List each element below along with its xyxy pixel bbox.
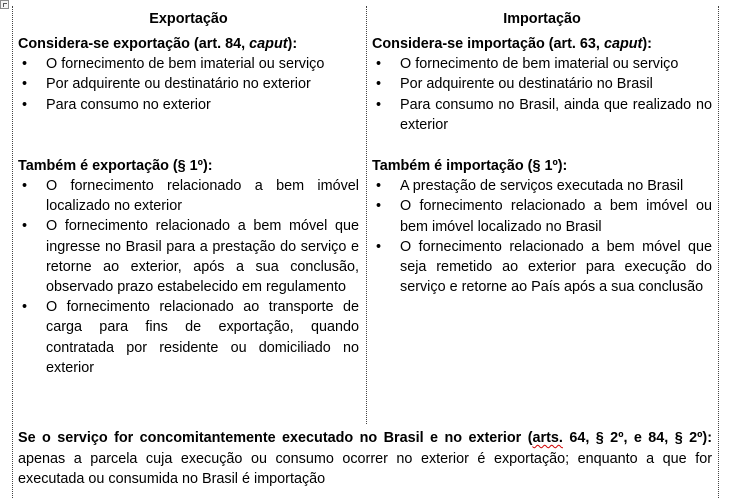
list-item (18, 176, 359, 216)
list-item (18, 54, 359, 74)
bullet-icon: • (22, 76, 28, 93)
table-border-left (12, 6, 13, 498)
bullet-icon: • (376, 238, 382, 255)
bullet-icon: • (376, 76, 382, 93)
export-title: Exportação (149, 11, 228, 27)
list-item-text: O fornecimento relacionado a bem móvel que ingresse no Brasil para a prestação do serviço e retorne ao exterior, após a sua conclusão, observado prazo estabelecido em regulamento (46, 218, 359, 296)
list-item (372, 54, 712, 74)
bullet-icon: • (22, 56, 28, 73)
note-heading-text: Se o serviço for concomitantemente executado no Brasil e no exterior ( (18, 430, 533, 446)
list-item (18, 297, 359, 378)
list-item-text: Por adquirente ou destinatário no exterior (46, 76, 311, 93)
list-item-text: O fornecimento de bem imaterial ou serviço (400, 56, 679, 73)
list-item-text: O fornecimento de bem imaterial ou serviço (46, 56, 325, 73)
heading-italic-text: caput (603, 36, 643, 52)
list-item (18, 216, 359, 297)
list-item (372, 176, 712, 196)
export-section2-list (18, 176, 359, 378)
list-item (372, 196, 712, 236)
list-item-text: A prestação de serviços executada no Brasil (400, 178, 684, 195)
export-section1-heading (18, 34, 359, 54)
bullet-icon: • (376, 178, 382, 195)
note-heading-text: 64, § 2º, e 84, § 2º): (562, 430, 712, 446)
heading-text: Considera-se importação (art. 63, (372, 36, 604, 52)
list-item-text: Por adquirente ou destinatário no Brasil (400, 76, 653, 93)
list-item-text: O fornecimento relacionado a bem móvel que seja remetido ao exterior para execução do serviço e retorne ao País após a sua conclusão (400, 238, 712, 296)
heading-text: Considera-se exportação (art. 84, (18, 36, 250, 52)
bullet-icon: • (376, 198, 382, 215)
list-item-text: Para consumo no Brasil, ainda que realizado no exterior (400, 96, 712, 133)
import-title: Importação (503, 11, 581, 27)
list-item-text: O fornecimento relacionado a bem imóvel localizado no exterior (46, 178, 359, 215)
note-heading (18, 430, 712, 446)
concurrent-service-note (18, 428, 712, 490)
table-move-handle[interactable] (0, 0, 9, 9)
list-item-text: O fornecimento relacionado a bem imóvel ou bem imóvel localizado no Brasil (400, 198, 712, 235)
import-section1-list (372, 54, 712, 135)
list-item (18, 74, 359, 94)
spacer (18, 115, 359, 156)
import-section2-heading: Também é importação (§ 1º): (372, 158, 568, 175)
heading-text: ): (287, 36, 298, 52)
list-item (372, 237, 712, 298)
bullet-icon: • (22, 299, 28, 316)
heading-text: ): (642, 36, 652, 52)
list-item (372, 74, 712, 94)
list-item (372, 95, 712, 135)
spellcheck-flagged-word[interactable]: arts. (532, 430, 563, 446)
bullet-icon: • (22, 178, 28, 195)
note-body: apenas a parcela cuja execução ou consumo ocorrer no exterior é exportação; enquanto a que for executada ou consumida no Brasil é importação (18, 450, 712, 487)
bullet-icon: • (22, 96, 28, 113)
bullet-icon: • (22, 218, 28, 235)
table-column-divider (366, 6, 367, 424)
import-section1-heading (372, 34, 712, 54)
export-section2-heading: Também é exportação (§ 1º): (18, 157, 213, 174)
table-border-right (718, 6, 719, 498)
spacer (372, 135, 712, 156)
bullet-icon: • (376, 96, 382, 113)
bullet-icon: • (376, 56, 382, 73)
list-item-text: Para consumo no exterior (46, 96, 211, 113)
list-item-text: O fornecimento relacionado ao transporte de carga para fins de exportação, quando contratada por residente ou domiciliado no exterior (46, 299, 359, 376)
list-item (18, 95, 359, 115)
export-section1-list (18, 54, 359, 115)
heading-italic-text: caput (249, 36, 288, 52)
import-column (372, 8, 712, 297)
export-column (18, 8, 359, 378)
import-section2-list (372, 176, 712, 297)
